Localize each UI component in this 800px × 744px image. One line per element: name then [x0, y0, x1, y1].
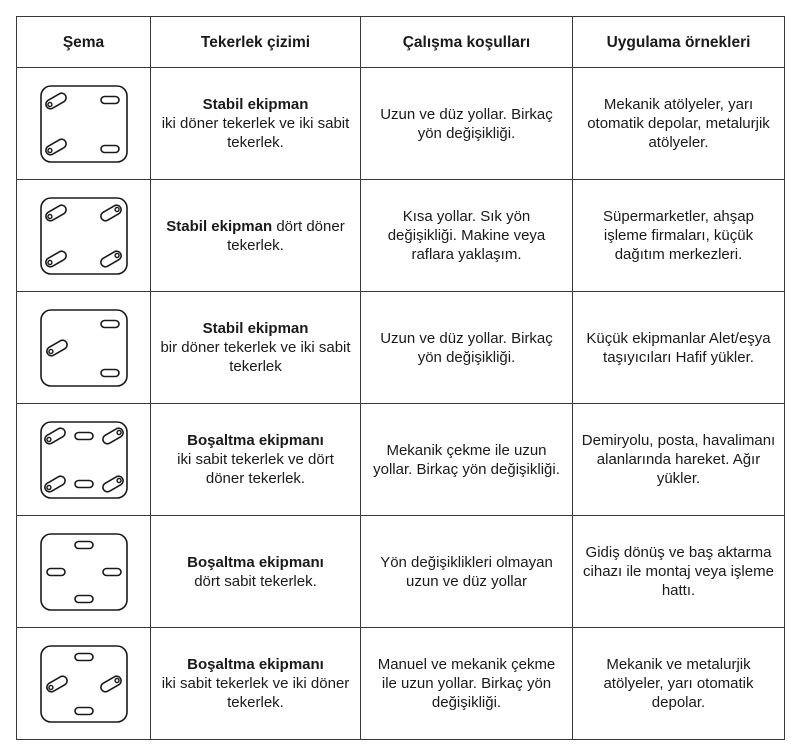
four-swivel-wheels-icon — [39, 196, 129, 276]
wheel-description-cell — [151, 628, 361, 740]
equipment-desc: dört sabit tekerlek. — [194, 572, 317, 590]
examples-cell: Mekanik ve metalurjik atölyeler, yarı otomatik depolar. — [573, 628, 785, 740]
table-row — [17, 516, 785, 628]
four-fixed-wheels-diamond-icon — [39, 532, 129, 612]
table-row — [17, 180, 785, 292]
conditions-cell: Yön değişiklikleri olmayan uzun ve düz yollar — [361, 516, 573, 628]
table-row — [17, 292, 785, 404]
equipment-title: Boşaltma ekipmanı — [187, 656, 324, 673]
two-swivel-two-fixed-wheels-icon — [39, 84, 129, 164]
examples-cell: Küçük ekipmanlar Alet/eşya taşıyıcıları Hafif yükler. — [573, 292, 785, 404]
two-fixed-two-swivel-diamond-icon — [39, 644, 129, 724]
schema-cell — [17, 180, 151, 292]
header-row — [17, 17, 785, 68]
examples-cell: Süpermarketler, ahşap işleme firmaları, küçük dağıtım merkezleri. — [573, 180, 785, 292]
conditions-cell: Uzun ve düz yollar. Birkaç yön değişikliği. — [361, 68, 573, 180]
conditions-cell: Uzun ve düz yollar. Birkaç yön değişikliği. — [361, 292, 573, 404]
equipment-desc: iki sabit tekerlek ve iki döner tekerlek. — [161, 675, 350, 711]
schema-cell — [17, 68, 151, 180]
wheel-description-cell — [151, 68, 361, 180]
equipment-desc: iki döner tekerlek ve iki sabit tekerlek. — [161, 115, 350, 151]
conditions-cell: Mekanik çekme ile uzun yollar. Birkaç yön değişikliği. — [361, 404, 573, 516]
equipment-title: Boşaltma ekipmanı — [187, 432, 324, 449]
wheel-description-cell — [151, 404, 361, 516]
wheel-description-cell — [151, 180, 361, 292]
header-wheel-drawing: Tekerlek çizimi — [151, 17, 361, 68]
table-row — [17, 628, 785, 740]
equipment-title: Stabil ekipman — [202, 96, 309, 113]
examples-cell: Gidiş dönüş ve baş aktarma cihazı ile montaj veya işleme hattı. — [573, 516, 785, 628]
equipment-desc: iki sabit tekerlek ve dört döner tekerlek. — [177, 451, 334, 487]
schema-cell — [17, 292, 151, 404]
equipment-desc: dört döner tekerlek. — [227, 217, 345, 254]
schema-cell — [17, 516, 151, 628]
two-fixed-four-swivel-wheels-icon — [39, 420, 129, 500]
wheel-description-cell — [151, 292, 361, 404]
header-examples: Uygulama örnekleri — [573, 17, 785, 68]
wheel-description-cell — [151, 516, 361, 628]
table-row — [17, 68, 785, 180]
examples-cell: Demiryolu, posta, havalimanı alanlarında hareket. Ağır yükler. — [573, 404, 785, 516]
caster-table — [16, 16, 785, 740]
schema-cell — [17, 628, 151, 740]
header-schema: Şema — [17, 17, 151, 68]
equipment-title: Stabil ekipman — [202, 320, 309, 337]
schema-cell — [17, 404, 151, 516]
conditions-cell: Kısa yollar. Sık yön değişikliği. Makine veya raflara yaklaşım. — [361, 180, 573, 292]
table-row — [17, 404, 785, 516]
one-swivel-two-fixed-wheels-icon — [39, 308, 129, 388]
header-conditions: Çalışma koşulları — [361, 17, 573, 68]
conditions-cell: Manuel ve mekanik çekme ile uzun yollar. Birkaç yön değişikliği. — [361, 628, 573, 740]
equipment-title: Boşaltma ekipmanı — [187, 553, 324, 571]
equipment-desc: bir döner tekerlek ve iki sabit tekerlek — [160, 339, 351, 375]
examples-cell: Mekanik atölyeler, yarı otomatik depolar, metalurjik atölyeler. — [573, 68, 785, 180]
equipment-title: Stabil ekipman — [166, 217, 273, 235]
